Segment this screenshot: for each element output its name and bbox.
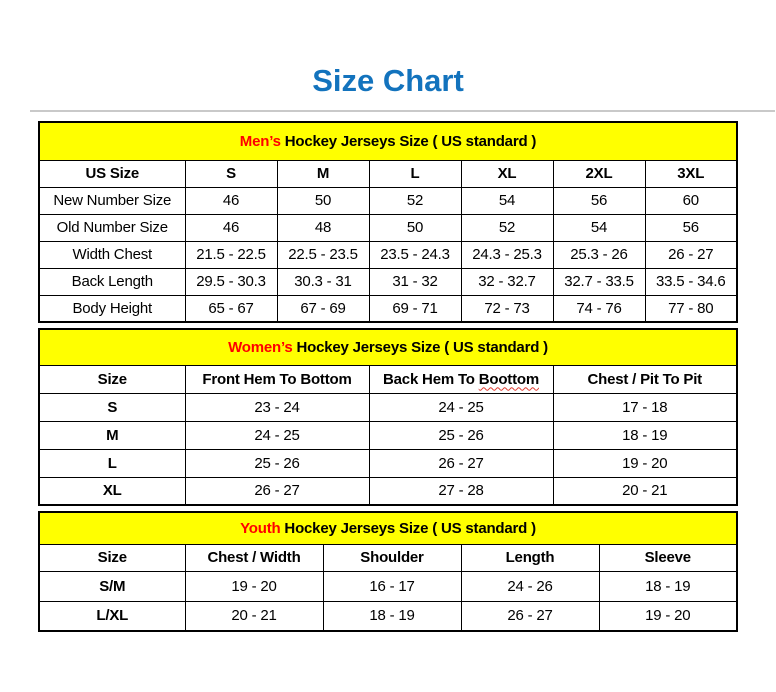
table-row: [39, 214, 737, 241]
row-label: XL: [39, 477, 185, 505]
size-cell: 29.5 - 30.3: [185, 268, 277, 295]
section-title-accent: Women’s: [228, 338, 293, 356]
size-cell: 17 - 18: [553, 393, 737, 421]
size-cell: 26 - 27: [645, 241, 737, 268]
table-row: [39, 241, 737, 268]
row-label: S/M: [39, 571, 185, 601]
size-cell: 24 - 26: [461, 571, 599, 601]
size-cell: 26 - 27: [369, 449, 553, 477]
womens-section-header: [39, 329, 737, 365]
table-row: [39, 187, 737, 214]
top-divider-line: [30, 110, 775, 112]
section-title-rest: Hockey Jerseys Size ( US standard ): [280, 132, 537, 150]
size-cell: 77 - 80: [645, 295, 737, 322]
size-cell: 65 - 67: [185, 295, 277, 322]
section-title-accent: Men’s: [239, 132, 281, 150]
youth-size-table: [38, 511, 738, 632]
column-header: Length: [461, 544, 599, 571]
column-header: Chest / Width: [185, 544, 323, 571]
table-row: [39, 449, 737, 477]
size-cell: 32 - 32.7: [461, 268, 553, 295]
column-header: Size: [39, 544, 185, 571]
size-cell: 18 - 19: [599, 571, 737, 601]
table-row: [39, 295, 737, 322]
size-cell: 27 - 28: [369, 477, 553, 505]
size-cell: 19 - 20: [553, 449, 737, 477]
row-label: Body Height: [39, 295, 185, 322]
size-cell: 46: [185, 214, 277, 241]
size-cell: 25.3 - 26: [553, 241, 645, 268]
size-cell: 24 - 25: [185, 421, 369, 449]
column-header-row: [39, 160, 737, 187]
column-header: Back Hem To Boottom: [369, 365, 553, 393]
size-cell: 56: [553, 187, 645, 214]
size-cell: 26 - 27: [461, 601, 599, 631]
size-cell: 33.5 - 34.6: [645, 268, 737, 295]
size-cell: 48: [277, 214, 369, 241]
size-cell: 56: [645, 214, 737, 241]
size-cell: 32.7 - 33.5: [553, 268, 645, 295]
size-cell: 52: [461, 214, 553, 241]
row-label: Width Chest: [39, 241, 185, 268]
size-cell: 60: [645, 187, 737, 214]
section-header-row: [39, 122, 737, 160]
size-tables-container: [38, 121, 738, 637]
column-header: Sleeve: [599, 544, 737, 571]
size-cell: 67 - 69: [277, 295, 369, 322]
mens-section-header: [39, 122, 737, 160]
size-cell: 74 - 76: [553, 295, 645, 322]
page-title: Size Chart: [312, 63, 464, 98]
size-cell: 19 - 20: [599, 601, 737, 631]
column-header: Front Hem To Bottom: [185, 365, 369, 393]
row-label: L/XL: [39, 601, 185, 631]
size-cell: 24 - 25: [369, 393, 553, 421]
size-cell: 20 - 21: [185, 601, 323, 631]
size-cell: 46: [185, 187, 277, 214]
youth-section-header: [39, 512, 737, 544]
table-row: [39, 477, 737, 505]
size-cell: 25 - 26: [185, 449, 369, 477]
size-cell: 22.5 - 23.5: [277, 241, 369, 268]
size-cell: 50: [369, 214, 461, 241]
column-header: 3XL: [645, 160, 737, 187]
row-label: New Number Size: [39, 187, 185, 214]
section-title-accent: Youth: [240, 519, 281, 537]
row-label: L: [39, 449, 185, 477]
size-cell: 54: [461, 187, 553, 214]
size-cell: 21.5 - 22.5: [185, 241, 277, 268]
table-row: [39, 268, 737, 295]
table-row: [39, 601, 737, 631]
column-header: S: [185, 160, 277, 187]
column-header: XL: [461, 160, 553, 187]
column-header: L: [369, 160, 461, 187]
row-label: Old Number Size: [39, 214, 185, 241]
size-cell: 50: [277, 187, 369, 214]
column-header: Chest / Pit To Pit: [553, 365, 737, 393]
size-cell: 20 - 21: [553, 477, 737, 505]
size-cell: 72 - 73: [461, 295, 553, 322]
column-header: US Size: [39, 160, 185, 187]
size-cell: 18 - 19: [323, 601, 461, 631]
column-header-row: [39, 544, 737, 571]
section-title-rest: Hockey Jerseys Size ( US standard ): [280, 519, 536, 537]
column-header: 2XL: [553, 160, 645, 187]
mens-size-table: [38, 121, 738, 323]
size-cell: 54: [553, 214, 645, 241]
size-cell: 25 - 26: [369, 421, 553, 449]
misspelled-word: Boottom: [478, 370, 539, 388]
column-header: M: [277, 160, 369, 187]
column-header: Size: [39, 365, 185, 393]
size-cell: 24.3 - 25.3: [461, 241, 553, 268]
size-cell: 18 - 19: [553, 421, 737, 449]
size-cell: 52: [369, 187, 461, 214]
column-header: Shoulder: [323, 544, 461, 571]
size-cell: 26 - 27: [185, 477, 369, 505]
size-cell: 23.5 - 24.3: [369, 241, 461, 268]
size-cell: 30.3 - 31: [277, 268, 369, 295]
table-row: [39, 393, 737, 421]
section-header-row: [39, 512, 737, 544]
size-cell: 69 - 71: [369, 295, 461, 322]
row-label: Back Length: [39, 268, 185, 295]
row-label: M: [39, 421, 185, 449]
size-cell: 31 - 32: [369, 268, 461, 295]
table-row: [39, 421, 737, 449]
size-cell: 19 - 20: [185, 571, 323, 601]
size-cell: 23 - 24: [185, 393, 369, 421]
size-cell: 16 - 17: [323, 571, 461, 601]
section-header-row: [39, 329, 737, 365]
womens-size-table: [38, 328, 738, 506]
column-header-row: [39, 365, 737, 393]
table-row: [39, 571, 737, 601]
section-title-rest: Hockey Jerseys Size ( US standard ): [292, 338, 548, 356]
row-label: S: [39, 393, 185, 421]
